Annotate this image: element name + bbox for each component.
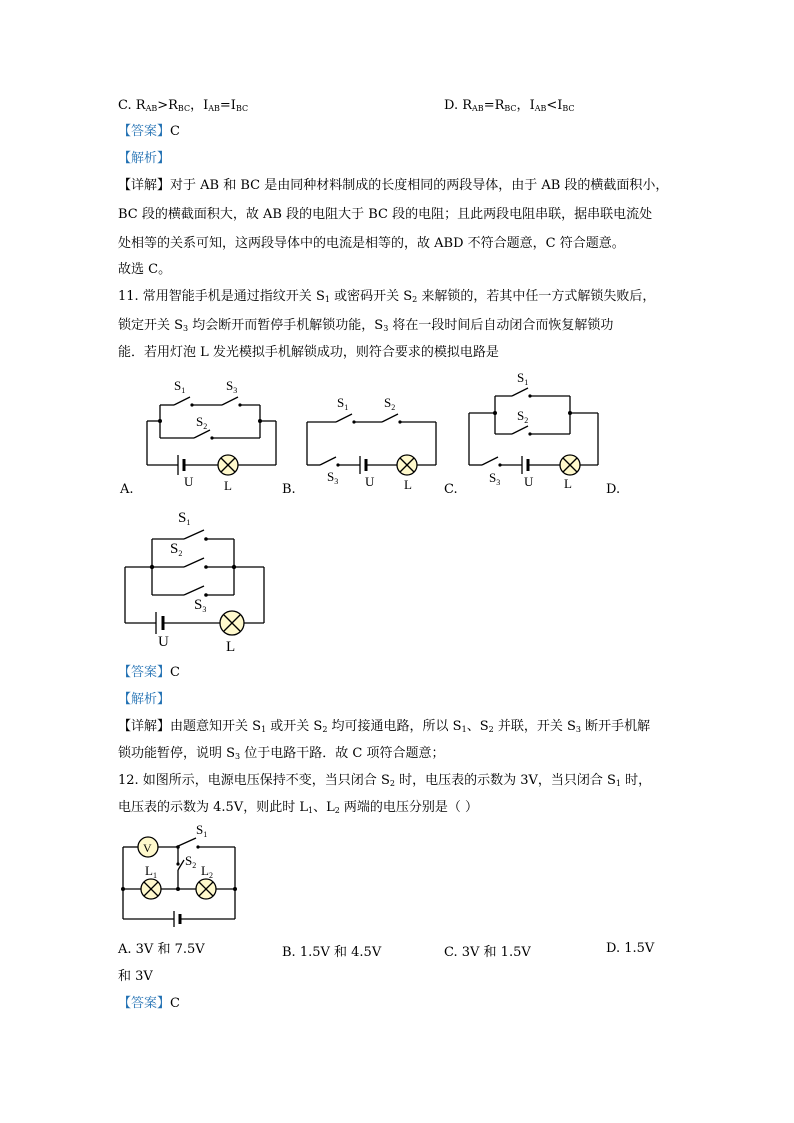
voltmeter-label: V	[143, 841, 152, 855]
label: $S_1$	[174, 378, 186, 395]
label: $S_2$	[185, 853, 197, 870]
q11-analysis-tag: 【解析】	[118, 692, 171, 707]
q11-stem-line-1: 11. 常用智能手机是通过指纹开关 $S_1$ 或密码开关 $S_2$ 来解锁的，若其中任一方式解锁失败后，	[118, 289, 656, 304]
q12-circuit	[118, 822, 243, 927]
q10-analysis-tag: 【解析】	[118, 151, 171, 166]
label: $L_1$	[145, 863, 157, 880]
label: L	[226, 639, 236, 655]
label: U	[365, 474, 375, 489]
q11-circuit-a	[140, 375, 285, 493]
q11-circuit-d	[118, 505, 278, 655]
q12-stem-line-1: 12. 如图所示，电源电压保持不变，当只闭合 $S_2$ 时，电压表的示数为 3V，当只闭合 $S_1$ 时，	[118, 773, 652, 788]
q12-stem-line-2: 电压表的示数为 4.5V，则此时 $L_1$、$L_2$ 两端的电压分别是（ ）	[118, 800, 479, 815]
q11-option-b-label: B.	[282, 482, 296, 497]
answer-tag: 【答案】	[118, 665, 171, 680]
label: $S_2$	[517, 408, 529, 425]
label: U	[524, 474, 534, 489]
answer-tag: 【答案】	[118, 124, 171, 139]
label: L	[224, 478, 232, 493]
q11-detail-line-1: 【详解】由题意知开关 $S_1$ 或开关 $S_2$ 均可接通电路，所以 $S_1$、$S_2$ 并联，开关 $S_3$ 断开手机解	[118, 719, 651, 734]
label: $S_1$	[337, 395, 349, 412]
q12-option-c: C. 3V 和 1.5V	[444, 945, 531, 960]
label: $S_1$	[178, 510, 191, 527]
q10-detail-line-2: BC 段的横截面积大，故 AB 段的电阻大于 BC 段的电阻；且此两段电阻串联，据串联电流处	[118, 207, 653, 222]
answer-tag: 【答案】	[118, 996, 171, 1011]
q12-option-b: B. 1.5V 和 4.5V	[282, 945, 382, 960]
q11-circuit-b	[300, 395, 445, 490]
label: $S_2$	[384, 395, 396, 412]
q10-answer: 【答案】C	[118, 124, 180, 139]
q12-option-d-cont: 和 3V	[118, 969, 153, 984]
q10-conclusion: 故选 C。	[118, 262, 172, 277]
q11-option-a-label: A.	[120, 482, 134, 497]
label: $S_3$	[327, 469, 339, 486]
label: $S_3$	[489, 470, 501, 487]
q11-detail-line-2: 锁功能暂停，说明 $S_3$ 位于电路干路．故 C 项符合题意；	[118, 746, 445, 761]
q10-option-d: D. $R_{AB}=R_{BC}$，$I_{AB}<I_{BC}$	[444, 98, 575, 113]
label: $S_2$	[170, 541, 183, 558]
label: U	[184, 474, 194, 489]
q11-stem-line-2: 锁定开关 $S_3$ 均会断开而暂停手机解锁功能，$S_3$ 将在一段时间后自动闭合而恢复解锁功	[118, 318, 614, 333]
label: L	[404, 477, 412, 492]
q12-option-d: D. 1.5V	[606, 941, 655, 956]
label: U	[158, 634, 169, 650]
q12-answer: 【答案】C	[118, 996, 180, 1011]
label: $S_3$	[194, 597, 207, 614]
label: $S_1$	[517, 370, 529, 387]
q10-detail-line-1: 【详解】对于 AB 和 BC 是由同种材料制成的长度相同的两段导体，由于 AB 段的横截面积小，	[118, 178, 669, 193]
q11-option-c-label: C.	[444, 482, 458, 497]
label: $S_2$	[196, 414, 208, 431]
label: L	[564, 476, 572, 491]
q10-detail-line-3: 处相等的关系可知，这两段导体中的电流是相等的，故 ABD 不符合题意，C 符合题意。	[118, 236, 625, 251]
label: $L_2$	[201, 863, 213, 880]
label: $S_3$	[226, 378, 238, 395]
q11-stem-line-3: 能．若用灯泡 L 发光模拟手机解锁成功，则符合要求的模拟电路是	[118, 345, 499, 360]
q12-option-a: A. 3V 和 7.5V	[118, 942, 205, 957]
q11-answer: 【答案】C	[118, 665, 180, 680]
q11-circuit-c	[462, 368, 607, 490]
q11-option-d-label: D.	[606, 482, 621, 497]
label: $S_1$	[196, 822, 208, 839]
q10-option-c: C. $R_{AB}>R_{BC}$，$I_{AB}=I_{BC}$	[118, 98, 249, 113]
